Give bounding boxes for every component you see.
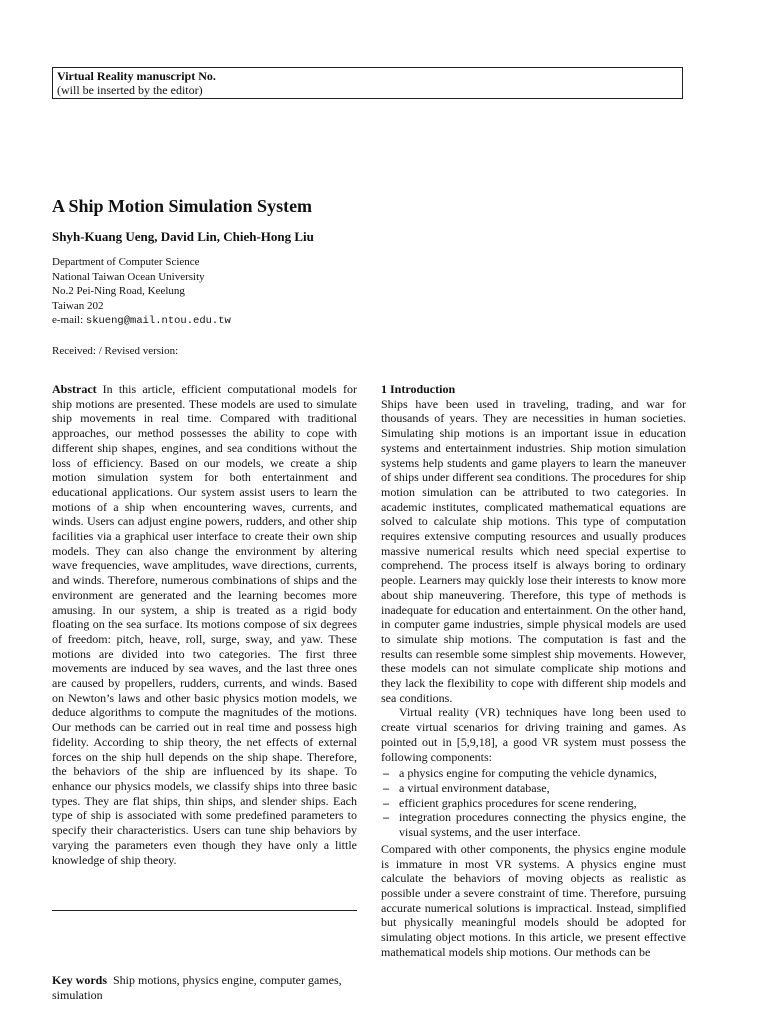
- list-item: – integration procedures connecting the physics engine, the visual systems, and the user interface.: [399, 810, 686, 839]
- abstract-column: [52, 382, 357, 867]
- vr-components-list: [381, 766, 686, 840]
- abstract-heading: Abstract: [52, 382, 97, 396]
- keywords-text: Ship motions, physics engine, computer games, simulation: [52, 973, 342, 1002]
- editor-note: (will be inserted by the editor): [57, 83, 203, 97]
- introduction-paragraph-1: Ships have been used in traveling, trading, and war for thousands of years. They are necessities in human societies. Simulating ship motions is an important issue in education systems and entertainment industries. Ship motion simulation systems help students and game players to learn the maneuver of ships under different sea conditions. The procedures for ship motion simulation can be attributed to two categories. In academic institutes, complicated mathematical equations are solved to calculate ship motions. This type of computation requires extensive computing resources and usually produces massive numerical results which need special expertise to comprehend. The process itself is always boring to ordinary people. Learners may quickly lose their interests to know more about ship maneuvering. Therefore, this type of methods is inadequate for education and entertainment. On the other hand, in computer game industries, simple physical models are used to simulate ship motions. The computation is fast and the results can resemble some simplest ship movements. However, these models can not simulate complicate ship motions and they lack the flexibility to cope with different ship models and sea conditions.: [381, 396, 686, 705]
- manuscript-number-label: Virtual Reality manuscript No.: [57, 69, 216, 83]
- introduction-heading: 1 Introduction: [381, 382, 456, 396]
- affiliation-block: [52, 255, 231, 329]
- keywords-heading: Key words: [52, 973, 107, 987]
- affiliation-country: Taiwan 202: [52, 299, 104, 312]
- author-list: Shyh-Kuang Ueng, David Lin, Chieh-Hong Liu: [52, 229, 314, 244]
- affiliation-department: Department of Computer Science: [52, 256, 200, 268]
- received-line: Received: / Revised version:: [52, 345, 179, 357]
- email-address[interactable]: skueng@mail.ntou.edu.tw: [85, 315, 231, 328]
- email-label: e-mail:: [52, 314, 84, 327]
- keywords-block: [52, 973, 357, 1003]
- affiliation-university: National Taiwan Ocean University: [52, 270, 205, 283]
- introduction-column: [381, 382, 686, 959]
- introduction-paragraph-2: Virtual reality (VR) techniques have long been used to create virtual scenarios for driving training and games. As pointed out in [5,9,18], a good VR system must possess the following components:: [381, 705, 686, 764]
- list-item: – efficient graphics procedures for scene rendering,: [399, 796, 686, 811]
- affiliation-email-line: [52, 313, 231, 329]
- abstract-text: In this article, efficient computational models for ship motions are presented. These models are used to simulate ship movements in real time. Compared with traditional approaches, our method possesses the ability to cope with different ship shapes, engines, and sea conditions without the loss of efficiency. Based on our models, we create a ship motion simulation system for both entertainment and educational applications. Our system assist users to learn the motions of a ship when encountering waves, currents, and winds. Users can adjust engine powers, rudders, and other ship facilities via a graphical user interface to create their own ship models. They can also change the environment by altering wave frequencies, wave amplitudes, wave directions, currents, and winds. Therefore, numerous combinations of ships and the environment are generated and the learning becomes more amusing. In our system, a ship is treated as a rigid body floating on the sea surface. Its motions compose of six degrees of freedom: pitch, heave, roll, surge, sway, and yaw. These motions are divided into two categories. The first three movements are induced by sea waves, and the last three ones are caused by propellers, rudders, currents, and winds. Based on Newton’s laws and other basic physics motion models, we deduce algorithms to compute the magnitudes of the motions. Our methods can be carried out in real time and possess high fidelity. According to ship theory, the net effects of external forces on the ship hull depends on the ship shape. Therefore, the behaviors of the ship are influenced by its shape. To enhance our physics models, we classify ships into three basic types. They are flat ships, thin ships, and slender ships. Each type of ship is associated with some predefined parameters to specify their characteristics. Users can tune ship behaviors by varying the parameters even though they have only a little knowledge of ship theory.: [52, 382, 357, 867]
- editor-placeholder-box: [52, 67, 683, 99]
- list-item: – a physics engine for computing the vehicle dynamics,: [399, 766, 686, 781]
- paper-title: A Ship Motion Simulation System: [52, 196, 313, 216]
- abstract-paragraph: [52, 382, 357, 867]
- list-item: – a virtual environment database,: [399, 781, 686, 796]
- introduction-paragraph-3: Compared with other components, the physics engine module is immature in most VR systems. A physics engine must calculate the behaviors of moving objects as realistic as possible under a severe constraint of time. Therefore, pursuing accurate numerical solutions is impractical. Instead, simplified but physically meaningful models should be adopted for simulating object motions. In this article, we present effective mathematical models ship motions. Our methods can be: [381, 841, 686, 959]
- affiliation-address: No.2 Pei-Ning Road, Keelung: [52, 285, 185, 298]
- abstract-divider: [52, 910, 357, 911]
